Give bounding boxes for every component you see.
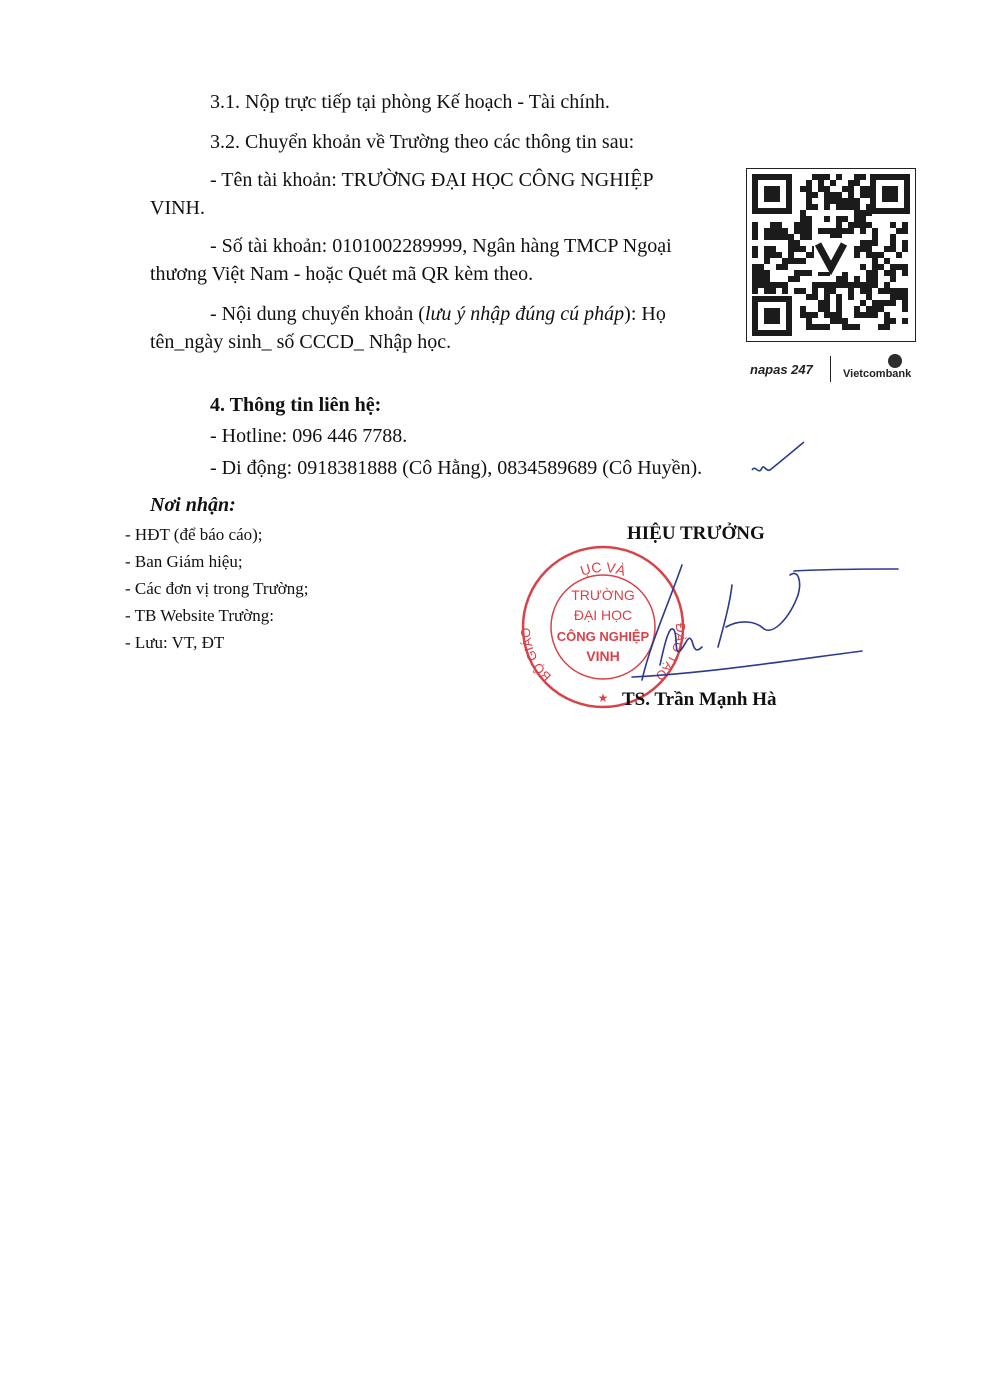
initial-mark-icon [748,440,808,484]
recipient-item: - Lưu: VT, ĐT [125,633,225,652]
recipient-item: - Ban Giám hiệu; [125,552,243,571]
transfer-content-prefix: - Nội dung chuyển khoản ( [210,303,425,325]
signatory-title: HIỆU TRƯỞNG [627,523,765,544]
contact-hotline: - Hotline: 096 446 7788. [210,425,408,447]
account-name-line1: - Tên tài khoản: TRƯỜNG ĐẠI HỌC CÔNG NGHIỆP [210,169,654,191]
seal-line-2: ĐẠI HỌC [573,607,633,623]
recipient-item: - HĐT (để báo cáo); [125,525,263,544]
transfer-content-suffix: ): Họ [624,303,666,325]
account-name-line2: VINH. [150,197,205,219]
recipient-item: - TB Website Trường: [125,606,274,625]
seal-left-arc: BỘ GIÁO [518,627,554,685]
account-number-line1: - Số tài khoản: 0101002289999, Ngân hàng TMCP Ngoại [210,235,672,257]
seal-line-4: VINH [586,648,620,664]
vietcombank-label: Vietcombank [843,368,912,380]
svg-text:ỤC VÀ [578,559,628,579]
transfer-content-line1 [210,302,666,326]
payment-item-3-2: 3.2. Chuyển khoản về Trường theo các thông tin sau: [210,131,635,153]
seal-line-1: TRƯỜNG [571,587,635,603]
handwritten-signature [630,555,900,685]
seal-right-arc: ĐÀO TẠO [652,623,688,684]
napas-logo: napas 247 [750,362,813,377]
signatory-name: TS. Trần Mạnh Hà [622,689,777,710]
qr-code [746,168,916,342]
recipient-item: - Các đơn vị trong Trường; [125,579,309,598]
transfer-content-line2: tên_ngày sinh_ số CCCD_ Nhập học. [150,331,452,353]
qr-code-icon [746,168,916,342]
brand-divider [830,356,831,382]
seal-star-icon: ★ [597,691,609,705]
account-number-line2: thương Việt Nam - hoặc Quét mã QR kèm theo. [150,263,534,285]
transfer-content-note: lưu ý nhập đúng cú pháp [424,303,625,325]
payment-item-3-1: 3.1. Nộp trực tiếp tại phòng Kế hoạch - Tài chính. [210,91,610,113]
recipients-heading: Nơi nhận: [150,494,236,516]
seal-line-3: CÔNG NGHIỆP [556,629,650,644]
contact-mobile: - Di động: 0918381888 (Cô Hằng), 0834589689 (Cô Huyền). [210,457,703,479]
seal-top-arc: ỤC VÀ [578,558,628,579]
svg-text:BỘ GIÁO [518,627,554,684]
contact-heading: 4. Thông tin liên hệ: [210,394,382,416]
vietcombank-logo-icon [888,354,902,368]
qr-brand-row [748,352,918,382]
